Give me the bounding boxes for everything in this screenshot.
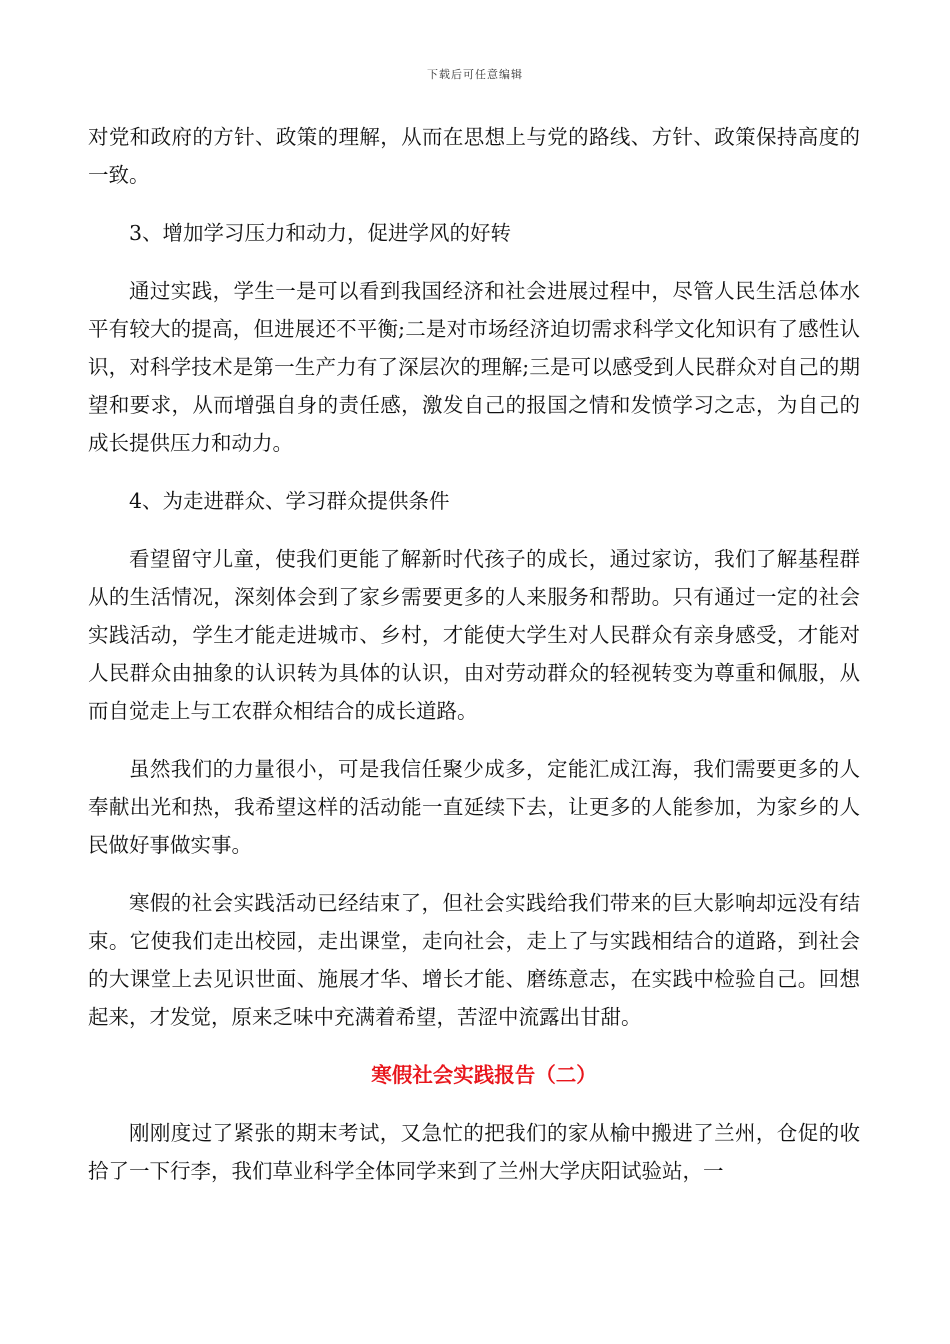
document-body [88,118,860,1210]
paragraph-visit: 看望留守儿童，使我们更能了解新时代孩子的成长，通过家访，我们了解基程群从的生活情况，深刻体会到了家乡需要更多的人来服务和帮助。只有通过一定的社会实践活动，学生才能走进城市、乡村，才能使大学生对人民群众有亲身感受，才能对人民群众由抽象的认识转为具体的认识，由对劳动群众的轻视转变为尊重和佩服，从而自觉走上与工农群众相结合的成长道路。 [88,547,860,723]
paragraph-section-opening: 刚刚度过了紧张的期末考试，又急忙的把我们的家从榆中搬进了兰州，仓促的收拾了一下行李，我们草业科学全体同学来到了兰州大学庆阳试验站，一 [88,1121,860,1183]
section-title: 寒假社会实践报告（二） [371,1063,597,1087]
paragraph-strength: 虽然我们的力量很小，可是我信任聚少成多，定能汇成江海，我们需要更多的人奉献出光和热，我希望这样的活动能一直延续下去，让更多的人能参加，为家乡的人民做好事做实事。 [88,757,860,857]
paragraph-conclusion: 寒假的社会实践活动已经结束了，但社会实践给我们带来的巨大影响却远没有结束。它使我们走出校园，走出课堂，走向社会，走上了与实践相结合的道路，到社会的大课堂上去见识世面、施展才华、增长才能、磨练意志，在实践中检验自己。回想起来，才发觉，原来乏味中充满着希望，苦涩中流露出甘甜。 [88,891,860,1029]
header-note: 下载后可任意编辑 [427,68,523,81]
paragraph-practice: 通过实践，学生一是可以看到我国经济和社会进展过程中，尽管人民生活总体水平有较大的提高，但进展还不平衡;二是对市场经济迫切需求科学文化知识有了感性认识，对科学技术是第一生产力有了深层次的理解;三是可以感受到人民群众对自己的期望和要求，从而增强自身的责任感，激发自己的报国之情和发愤学习之志，为自己的成长提供压力和动力。 [88,279,860,455]
subheading-3: 3、增加学习压力和动力，促进学风的好转 [129,221,512,245]
paragraph-continuation: 对党和政府的方针、政策的理解，从而在思想上与党的路线、方针、政策保持高度的一致。 [88,125,860,187]
subheading-4: 4、为走进群众、学习群众提供条件 [129,489,450,513]
